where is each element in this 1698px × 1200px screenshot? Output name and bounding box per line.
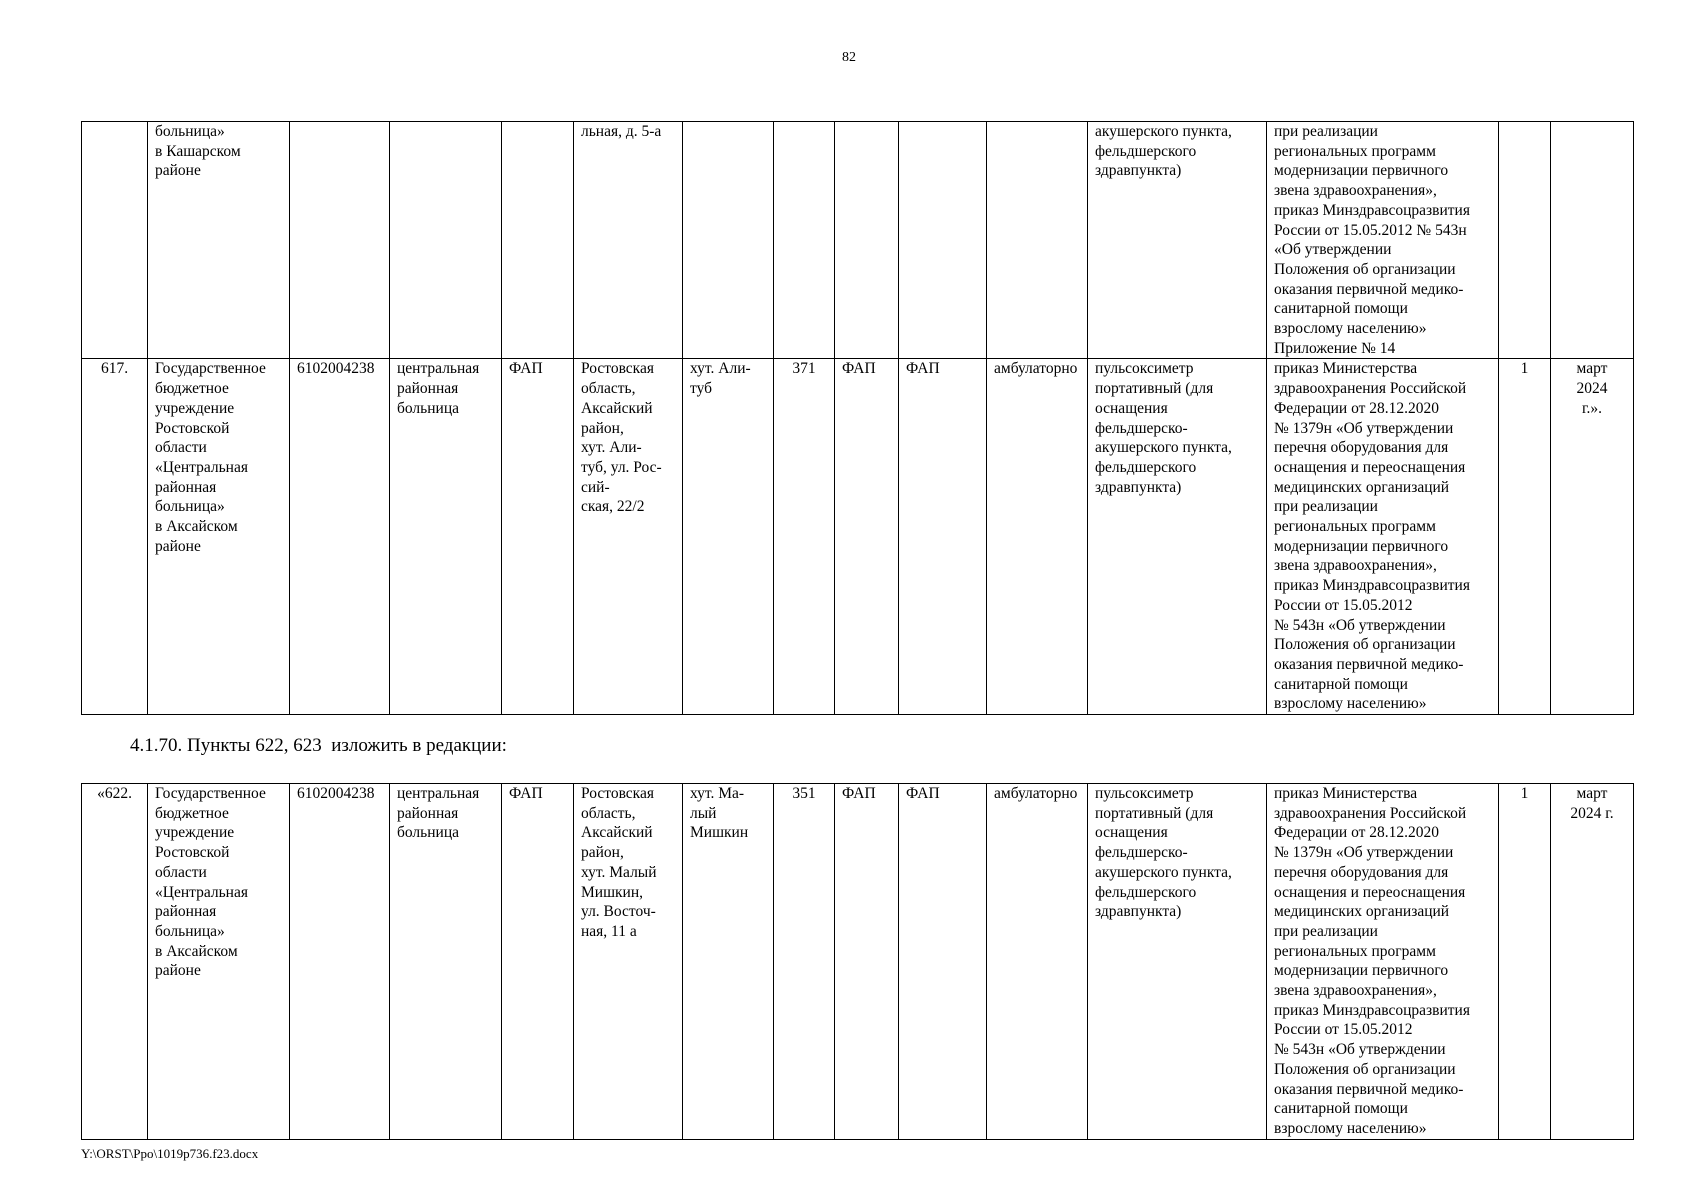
cell-line: № 1379н «Об утверждении	[1274, 419, 1454, 437]
cell-line: приказ Минздравсоцразвития	[1274, 1001, 1470, 1019]
cell-line: ная, 11 а	[581, 922, 637, 940]
unit-cell: ФАП	[502, 359, 574, 715]
cell-line: области	[155, 439, 207, 457]
cell-line: оказания первичной медико-	[1274, 655, 1464, 673]
cell-line: Аксайский	[581, 824, 653, 842]
population-cell: 371	[774, 359, 835, 715]
cell-line: перечня оборудования для	[1274, 863, 1449, 881]
organization-cell	[148, 359, 290, 715]
inn-cell: 6102004238	[290, 359, 390, 715]
cell-line: портативный (для	[1095, 804, 1214, 822]
cell-line: хут. Али-	[690, 360, 751, 378]
cell-line: Ростовской	[155, 419, 230, 437]
cell-line: Ростовская	[581, 360, 654, 378]
row-number-cell	[82, 122, 148, 359]
cell-line: ул. Восточ-	[581, 903, 656, 921]
address-cell	[574, 784, 683, 1140]
cell-line: здравпункта)	[1095, 903, 1182, 921]
cell-line: лый	[690, 804, 717, 822]
cell-line: звена здравоохранения»,	[1274, 982, 1437, 1000]
cell-line: Положения об организации	[1274, 636, 1456, 654]
unit-kind-cell: ФАП	[899, 359, 987, 715]
cell-line: № 543н «Об утверждении	[1274, 1041, 1446, 1059]
cell-line: здравоохранения Российской	[1274, 804, 1467, 822]
cell-line: при реализации	[1274, 123, 1378, 140]
cell-line: бюджетное	[155, 804, 229, 822]
cell-line: Федерации от 28.12.2020	[1274, 399, 1440, 417]
cell-line: санитарной помощи	[1274, 675, 1408, 693]
cell-line: санитарной помощи	[1274, 1100, 1408, 1118]
cell-line: фельдшерского	[1095, 458, 1197, 476]
cell-line: в Аксайском	[155, 518, 238, 536]
cell-line: оказания первичной медико-	[1274, 1080, 1464, 1098]
cell-line: пульсоксиметр	[1095, 785, 1194, 802]
cell-line: в Аксайском	[155, 942, 238, 960]
table-row	[82, 784, 1634, 1140]
cell-line: портативный (для	[1095, 380, 1214, 398]
cell-line: здравоохранения Российской	[1274, 380, 1467, 398]
cell-line: Мишкин	[690, 824, 749, 842]
cell-line: «Об утверждении	[1274, 241, 1392, 259]
cell-line: Государственное	[155, 785, 266, 802]
cell-line: г.».	[1581, 399, 1603, 417]
cell-line: область,	[581, 804, 636, 822]
cell-line: районная	[397, 804, 459, 822]
cell-line: региональных программ	[1274, 518, 1436, 536]
cell-line: акушерского пункта,	[1095, 123, 1232, 140]
unit-kind-cell: ФАП	[899, 784, 987, 1140]
cell-line: оснащения	[1095, 399, 1168, 417]
cell-line: районе	[155, 537, 201, 555]
cell-line: медицинских организаций	[1274, 478, 1450, 496]
org-type-cell	[390, 122, 502, 359]
cell-line: России от 15.05.2012 № 543н	[1274, 221, 1467, 239]
page-number: 82	[842, 50, 856, 65]
cell-line: «Центральная	[155, 458, 248, 476]
care-mode-cell: амбулаторно	[987, 784, 1088, 1140]
cell-line: больница	[397, 824, 459, 842]
cell-line: № 543н «Об утверждении	[1274, 616, 1446, 634]
cell-line: Положения об организации	[1274, 1060, 1456, 1078]
unit-cell	[502, 122, 574, 359]
cell-line: центральная	[397, 785, 480, 802]
equipment-cell	[1088, 359, 1267, 715]
cell-line: модернизации первичного	[1274, 962, 1449, 980]
register-table-continued	[81, 121, 1634, 715]
cell-line: оснащения	[1095, 824, 1168, 842]
cell-line: Аксайский	[581, 399, 653, 417]
cell-line: фельдшерско-	[1095, 419, 1188, 437]
cell-line: оснащения и переоснащения	[1274, 883, 1466, 901]
cell-line: хут. Малый	[581, 863, 657, 881]
cell-line: 2024 г.	[1570, 804, 1614, 822]
quantity-cell: 1	[1499, 784, 1551, 1140]
quantity-cell	[1499, 122, 1551, 359]
cell-line: модернизации первичного	[1274, 537, 1449, 555]
org-type-cell	[390, 784, 502, 1140]
cell-line: районе	[155, 962, 201, 980]
unit-kind-cell	[899, 122, 987, 359]
cell-line: взрослому населению»	[1274, 1119, 1427, 1137]
care-mode-cell: амбулаторно	[987, 359, 1088, 715]
cell-line: приказ Министерства	[1274, 785, 1418, 802]
cell-line: хут. Али-	[581, 439, 642, 457]
row-number-cell: «622.	[82, 784, 148, 1140]
cell-line: региональных программ	[1274, 942, 1436, 960]
cell-line: районе	[155, 162, 201, 180]
cell-line: санитарной помощи	[1274, 300, 1408, 318]
table-row	[82, 359, 1634, 715]
cell-line: оснащения и переоснащения	[1274, 458, 1466, 476]
settlement-cell	[683, 122, 774, 359]
address-cell	[574, 122, 683, 359]
equipment-cell	[1088, 122, 1267, 359]
population-cell: 351	[774, 784, 835, 1140]
file-path-footer: Y:\ORST\Ppo\1019p736.f23.docx	[81, 1146, 259, 1161]
unit-cell: ФАП	[502, 784, 574, 1140]
table-row	[82, 122, 1634, 359]
cell-line: здравпункта)	[1095, 478, 1182, 496]
cell-line: области	[155, 863, 207, 881]
cell-line: звена здравоохранения»,	[1274, 557, 1437, 575]
row-number-cell: 617.	[82, 359, 148, 715]
cell-line: сий-	[581, 478, 610, 496]
cell-line: № 1379н «Об утверждении	[1274, 844, 1454, 862]
cell-line: область,	[581, 380, 636, 398]
cell-line: больница	[397, 399, 459, 417]
cell-line: акушерского пункта,	[1095, 439, 1232, 457]
inn-cell: 6102004238	[290, 784, 390, 1140]
legal-basis-cell	[1267, 784, 1499, 1140]
cell-line: приказ Минздравсоцразвития	[1274, 201, 1470, 219]
cell-line: взрослому населению»	[1274, 695, 1427, 713]
cell-line: больница»	[155, 922, 225, 940]
cell-line: Государственное	[155, 360, 266, 378]
equipment-cell	[1088, 784, 1267, 1140]
unit-type-cell: ФАП	[835, 359, 899, 715]
date-cell	[1551, 784, 1634, 1140]
cell-line: туб, ул. Рос-	[581, 458, 662, 476]
cell-line: Ростовская	[581, 785, 654, 802]
cell-line: больница»	[155, 123, 225, 140]
cell-line: район,	[581, 419, 624, 437]
cell-line: 2024	[1576, 380, 1608, 398]
inn-cell	[290, 122, 390, 359]
cell-line: бюджетное	[155, 380, 229, 398]
quantity-cell: 1	[1499, 359, 1551, 715]
cell-line: Положения об организации	[1274, 260, 1456, 278]
date-cell	[1551, 122, 1634, 359]
cell-line: Федерации от 28.12.2020	[1274, 824, 1440, 842]
cell-line: акушерского пункта,	[1095, 863, 1232, 881]
cell-line: приказ Минздравсоцразвития	[1274, 577, 1470, 595]
cell-line: в Кашарском	[155, 142, 241, 160]
cell-line: России от 15.05.2012	[1274, 1021, 1413, 1039]
legal-basis-cell	[1267, 122, 1499, 359]
unit-type-cell: ФАП	[835, 784, 899, 1140]
cell-line: льная, д. 5-а	[581, 123, 662, 140]
cell-line: Приложение № 14	[1274, 339, 1396, 357]
cell-line: при реализации	[1274, 922, 1378, 940]
org-type-cell	[390, 359, 502, 715]
cell-line: учреждение	[155, 824, 235, 842]
cell-line: Ростовской	[155, 844, 230, 862]
settlement-cell	[683, 359, 774, 715]
cell-line: районная	[155, 903, 217, 921]
cell-line: региональных программ	[1274, 142, 1436, 160]
care-mode-cell	[987, 122, 1088, 359]
cell-line: больница»	[155, 498, 225, 516]
date-cell	[1551, 359, 1634, 715]
cell-line: перечня оборудования для	[1274, 439, 1449, 457]
cell-line: России от 15.05.2012	[1274, 596, 1413, 614]
cell-line: пульсоксиметр	[1095, 360, 1194, 378]
cell-line: оказания первичной медико-	[1274, 280, 1464, 298]
cell-line: при реализации	[1274, 498, 1378, 516]
cell-line: март	[1576, 360, 1608, 378]
cell-line: центральная	[397, 360, 480, 378]
cell-line: учреждение	[155, 399, 235, 417]
register-table-new-edition	[81, 783, 1634, 1140]
cell-line: районная	[155, 478, 217, 496]
cell-line: фельдшерско-	[1095, 844, 1188, 862]
cell-line: фельдшерского	[1095, 883, 1197, 901]
organization-cell	[148, 784, 290, 1140]
legal-basis-cell	[1267, 359, 1499, 715]
settlement-cell	[683, 784, 774, 1140]
organization-cell	[148, 122, 290, 359]
cell-line: взрослому населению»	[1274, 320, 1427, 338]
unit-type-cell	[835, 122, 899, 359]
cell-line: фельдшерского	[1095, 142, 1197, 160]
cell-line: туб	[690, 380, 713, 398]
cell-line: Мишкин,	[581, 883, 644, 901]
cell-line: ская, 22/2	[581, 498, 645, 516]
cell-line: приказ Министерства	[1274, 360, 1418, 378]
cell-line: здравпункта)	[1095, 162, 1182, 180]
cell-line: модернизации первичного	[1274, 162, 1449, 180]
population-cell	[774, 122, 835, 359]
cell-line: «Центральная	[155, 883, 248, 901]
section-heading: 4.1.70. Пункты 622, 623 изложить в редакции:	[130, 735, 507, 756]
cell-line: район,	[581, 844, 624, 862]
cell-line: хут. Ма-	[690, 785, 745, 802]
address-cell	[574, 359, 683, 715]
cell-line: март	[1576, 785, 1608, 802]
cell-line: районная	[397, 380, 459, 398]
cell-line: медицинских организаций	[1274, 903, 1450, 921]
cell-line: звена здравоохранения»,	[1274, 182, 1437, 200]
